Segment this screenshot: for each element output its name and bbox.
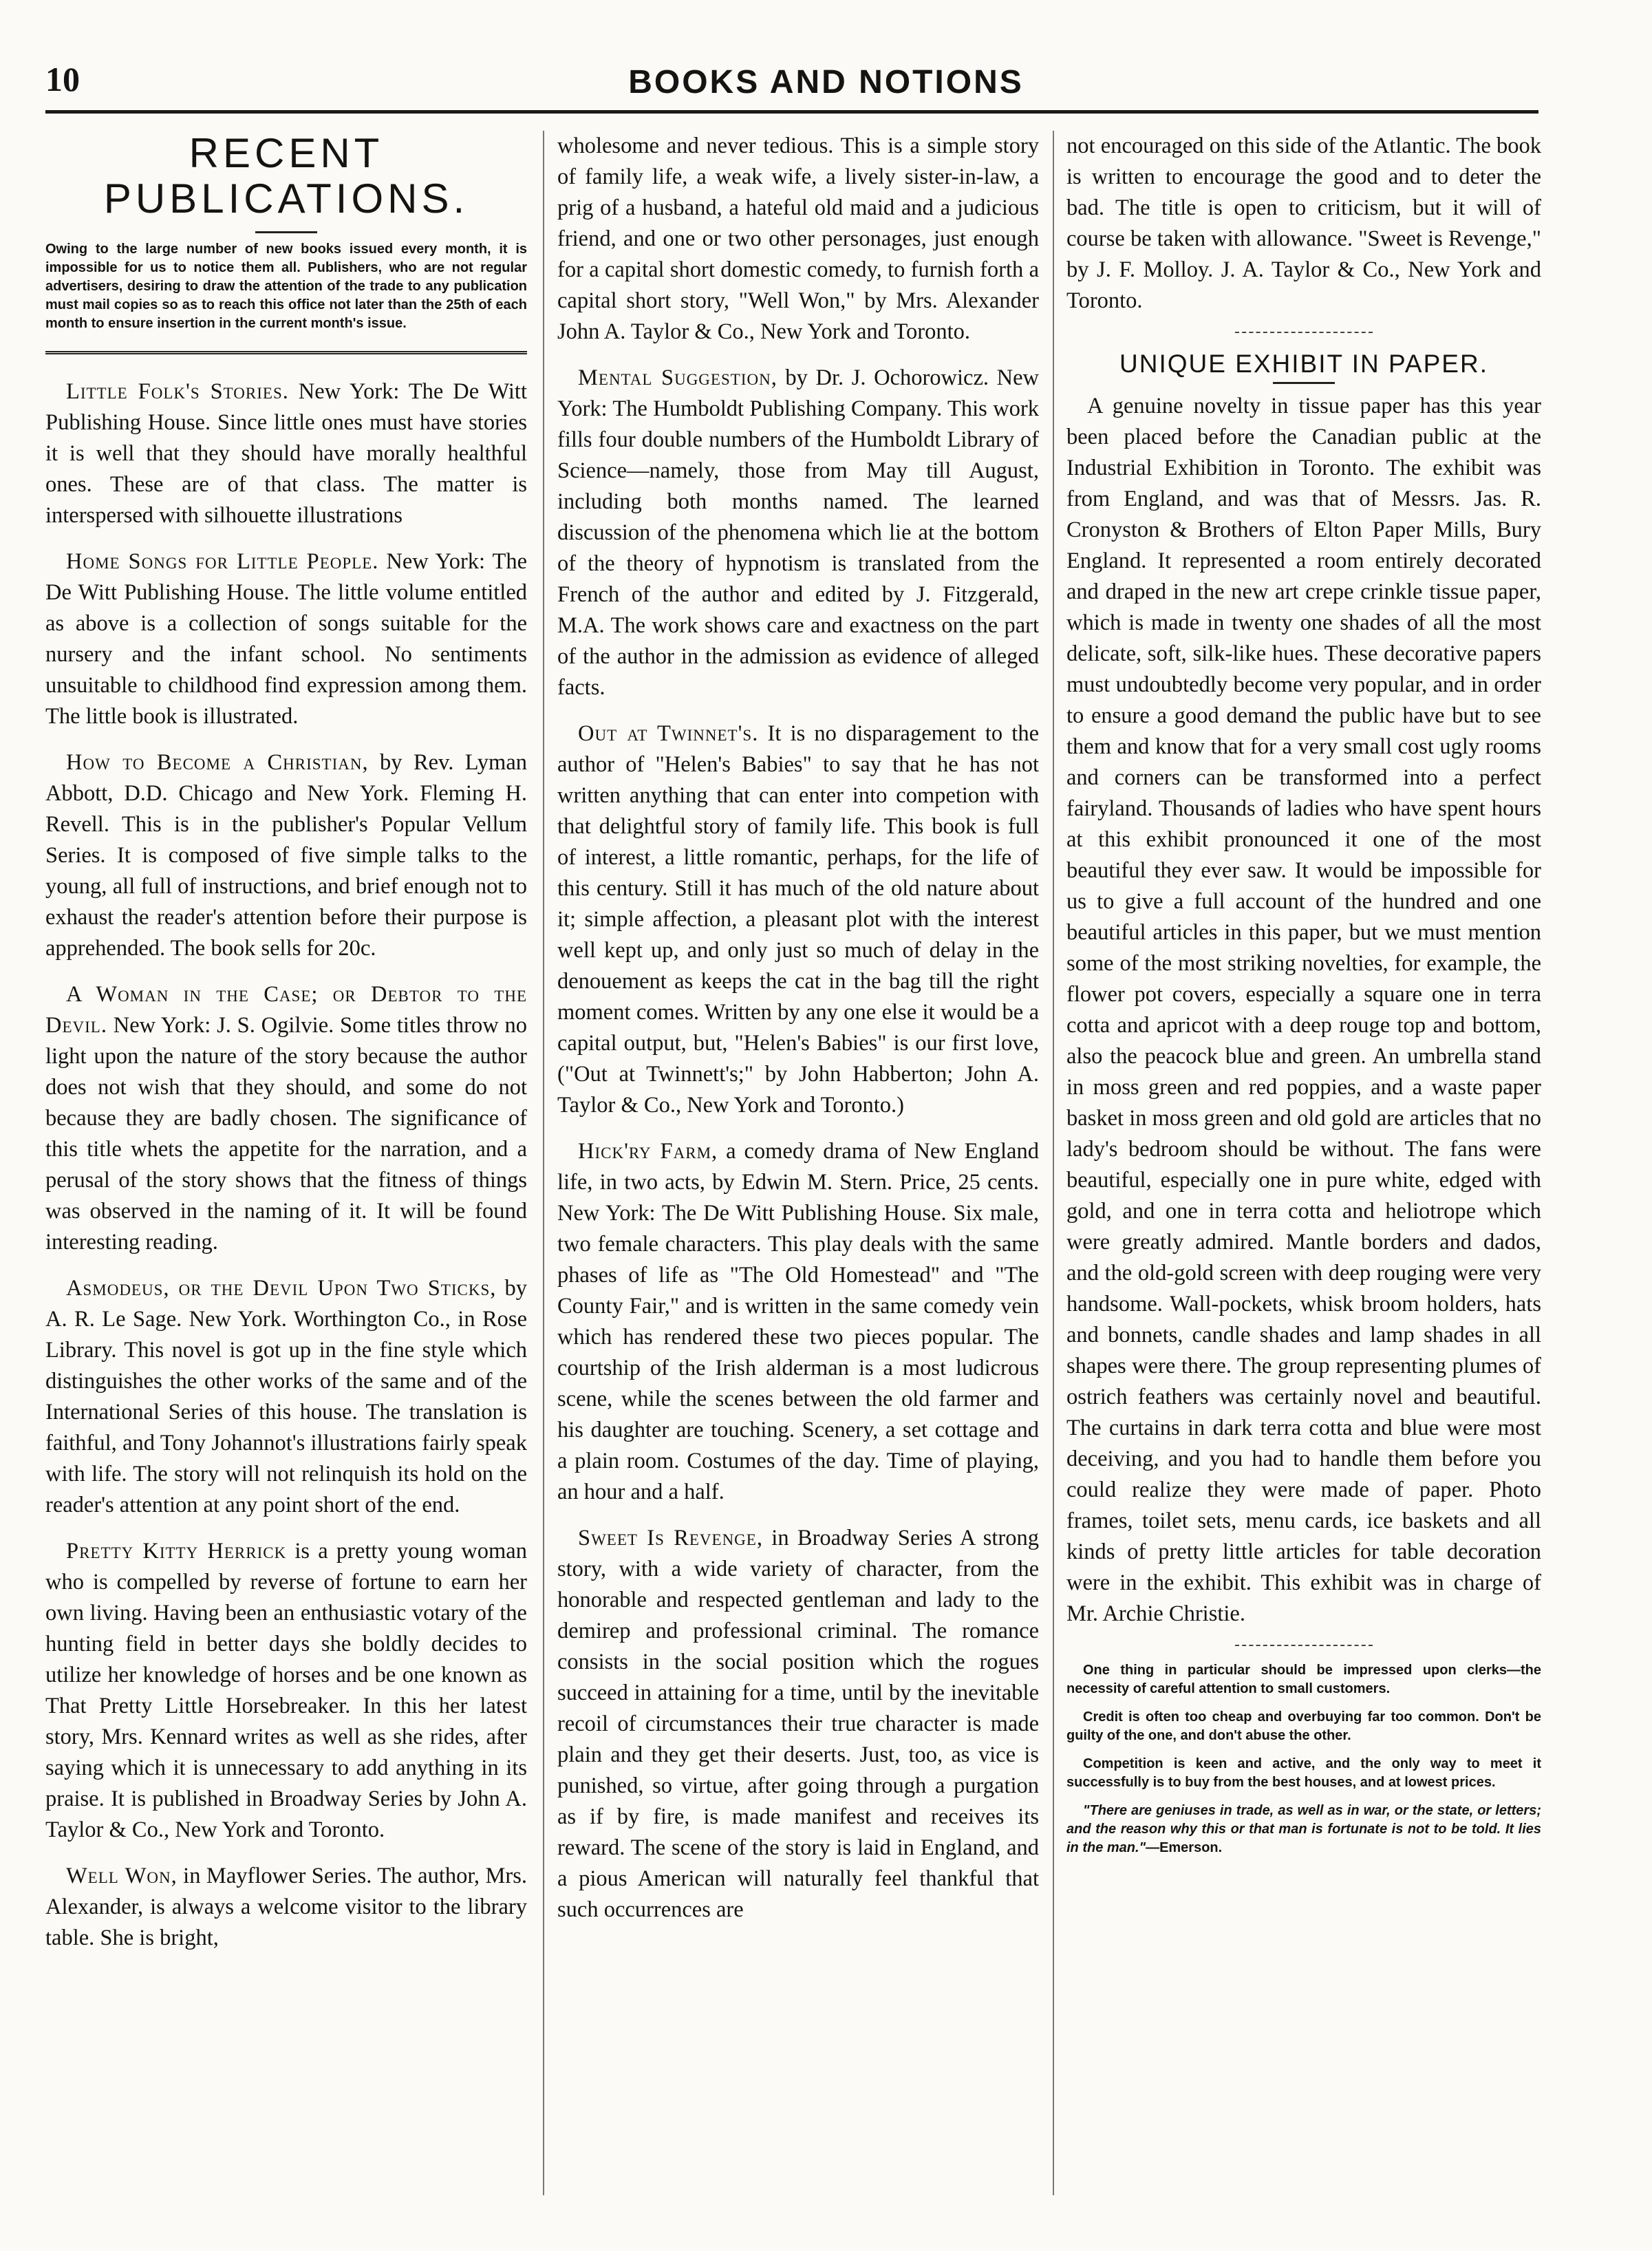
entry-text: New York: J. S. Ogilvie. Some titles throw no light upon the nature of the story because the author does not wish that they should, and some do not because they are badly chosen. The significance of this title whets the appetite for the narration, and a perusal of the story shows that the fitness of things was observed in the naming of it. It will be found interesting reading. — [45, 1013, 527, 1255]
header-rule — [45, 110, 1538, 114]
masthead: BOOKS AND NOTIONS — [628, 64, 1024, 100]
quote-text: "There are geniuses in trade, as well as in war, or the state, or letters; and the reason why this or that man is fortunate is not to be told. It lies in the man." — [1066, 1803, 1541, 1855]
emerson-quote — [1066, 1802, 1541, 1857]
review-entry — [45, 747, 527, 964]
section-title-line1: RECENT — [189, 131, 384, 176]
entry-title: Mental Suggestion, — [578, 365, 777, 390]
entry-text: by Dr. J. Ochorowicz. New York: The Humboldt Publishing Company. This work fills four double numbers of the Humboldt Library of Science—namely, those from May till August, including both months named. The learned discussion of the phenomena which lie at the bottom of the theory of hypnotism is translated from the French of the author and edited by J. Fitzgerald, M.A. The work shows care and exactness on the part of the author in the admission as evidence of alleged facts. — [557, 365, 1039, 700]
entry-title: Hick'ry Farm, — [578, 1139, 718, 1164]
entry-title: How to Become a Christian, — [66, 750, 369, 775]
review-entry — [45, 1273, 527, 1521]
section-title-line2: PUBLICATIONS. — [103, 175, 469, 222]
entry-text: is a pretty young woman who is compelled by reverse of fortune to earn her own living. Having been an enthusiastic votary of the hunting field in better days she boldly decides to utilize her knowledge of horses and be one known as That Pretty Little Horsebreaker. In this her latest story, Mrs. Kennard writes as well as she rides, after saying which it is unnecessary to add anything in its praise. It is published in Broadway Series by John A. Taylor & Co., New York and Toronto. — [45, 1539, 527, 1842]
entry-title: Well Won, — [66, 1864, 178, 1888]
entry-title: Little Folk's Stories. — [66, 379, 289, 404]
trade-note: Competition is keen and active, and the only way to meet it successfully is to buy from the best houses, and at lowest prices. — [1066, 1756, 1541, 1790]
trade-note: One thing in particular should be impressed upon clerks—the necessity of careful attention to small customers. — [1066, 1663, 1541, 1696]
entry-title: Out at Twinnet's. — [578, 721, 759, 746]
page-number: 10 — [45, 60, 80, 98]
entry-title: Sweet Is Revenge, — [578, 1526, 763, 1550]
review-entry — [45, 979, 527, 1258]
entry-text: New York: The De Witt Publishing House. Since little ones must have stories it is well that they should have morally healthful ones. These are of that class. The matter is interspersed with silhouette illustrations — [45, 379, 527, 528]
review-entry — [45, 1536, 527, 1846]
quote-author: —Emerson. — [1146, 1840, 1223, 1855]
entry-title: Home Songs for Little People. — [66, 549, 379, 574]
review-entry — [45, 1861, 527, 1954]
entry-text: by A. R. Le Sage. New York. Worthington Co., in Rose Library. This novel is got up in the fine style which distinguishes the other works of the same and of the International Series of this house. The translation is faithful, and Tony Johannot's illustrations fairly speak with life. The story will not relinquish its hold on the reader's attention at any point short of the end. — [45, 1276, 527, 1517]
review-entry — [557, 1136, 1039, 1508]
entry-text: in Mayflower Series. The author, Mrs. Alexander, is always a welcome visitor to the library table. She is bright, — [45, 1864, 527, 1950]
review-entry — [557, 363, 1039, 703]
entry-text: a comedy drama of New England life, in two acts, by Edwin M. Stern. Price, 25 cents. New York: The De Witt Publishing House. Six male, two female characters. This play deals with the same phases of life as "The Old Homestead" and "The County Fair," and is written in the same comedy vein which has rendered these two pieces popular. The courtship of the Irish alderman is a most ludicrous scene, while the scenes between the old farmer and his daughter are touching. Scenery, a set cottage and a plain room. Costumes of the day. Time of playing, an hour and a half. — [557, 1139, 1039, 1504]
intro-notice: Owing to the large number of new books issued every month, it is impossible for us to notice them all. Publishers, who are not regular advertisers, desiring to draw the attention of the trade to any publication must mail copies so as to reach this office not later than the 25th of each month to ensure insertion in the current month's issue. — [45, 242, 527, 331]
column-2 — [557, 131, 1039, 2209]
section-divider — [1235, 332, 1373, 333]
review-entry — [557, 1523, 1039, 1925]
review-entry — [45, 376, 527, 531]
review-entry — [557, 718, 1039, 1121]
review-entry — [45, 546, 527, 732]
column-1 — [45, 131, 527, 2209]
entry-title: Asmodeus, or the Devil Upon Two Sticks, — [66, 1276, 497, 1301]
title-rule — [255, 231, 317, 233]
heading-rule — [1273, 382, 1335, 384]
column-separator-1 — [543, 131, 544, 2195]
entry-text: in Broadway Series A strong story, with a wide variety of character, from the honorable and respected gentleman and lady to the demirep and professional criminal. The romance consists in the social position which the rogues succeed in attaining for a time, until by the inevitable recoil of circumstances their true character is made plain and they get their deserts. Just, too, as vice is punished, so virtue, after going through a purgation as if by fire, is made manifest and receives its reward. The scene of the story is laid in England, and a pious American will naturally feel thankful that such occurrences are — [557, 1526, 1039, 1922]
column-separator-2 — [1053, 131, 1054, 2195]
section-title — [45, 131, 527, 222]
entry-text: It is no disparagement to the author of "Helen's Babies" to say that he has not written anything that can enter into competion with that delightful story of family life. This book is full of interest, a little romantic, perhaps, for the life of this century. Still it has much of the old nature about it; simple affection, a pleasant plot with the interest well kept up, and only just so much of delay in the denouement as keeps the cat in the bag till the right moment comes. Written by any one else it would be a capital output, but, "Helen's Babies" is our first love, ("Out at Twinnett's;" by John Habberton; John A. Taylor & Co., New York and Toronto.) — [557, 721, 1039, 1118]
article-heading: UNIQUE EXHIBIT IN PAPER. — [1119, 350, 1488, 378]
article-body: A genuine novelty in tissue paper has this year been placed before the Canadian public at the Industrial Exhibition in Toronto. The exhibit was from England, and was that of Messrs. Jas. R. Cronyston & Brothers of Elton Paper Mills, Bury England. It represented a room entirely decorated and draped in the new art crepe crinkle tissue paper, which is made in twenty one shades of all the most delicate, soft, silk-like hues. These decorative papers must undoubtedly become very popular, and in order to ensure a good demand the public have but to see them and know that for a very small cost ugly rooms and corners can be transformed into a perfect fairyland. Thousands of ladies who have spent hours at this exhibit pronounced it one of the most beautiful they ever saw. It would be impossible for us to give a full account of the hundred and one beautiful articles in this paper, but we must mention some of the most striking novelties, for example, the flower pot covers, especially a square one in terra cotta and apricot with a deep rouge top and bottom, also the peacock blue and green. An umbrella stand in moss green and red poppies, and a waste paper basket in moss green and old gold are articles that no lady's bedroom should be without. The fans were beautiful, especially one in pure white, edged with gold, and one in terra cotta and heliotrope which were greatly admired. Mantle borders and dados, and the old-gold screen with deep rouging were very handsome. Wall-pockets, whisk broom holders, hats and bonnets, candle shades and lamp shades in all shapes were there. The group representing plumes of ostrich feathers was certainly novel and beautiful. The curtains in dark terra cotta and blue were most deceiving, and you had to handle them before you could realize they were made of paper. Photo frames, toilet sets, menu cards, ice baskets and all kinds of pretty little articles for table decoration were in the exhibit. This exhibit was in charge of Mr. Archie Christie. — [1066, 394, 1541, 1626]
entry-text: New York: The De Witt Publishing House. The little volume entitled as above is a collection of songs suitable for the nursery and the infant school. No sentiments unsuitable to childhood find expression among them. The little book is illustrated. — [45, 549, 527, 729]
notes-divider — [1235, 1645, 1373, 1646]
entry-title: A Woman in the Case; or Debtor to the Devil. — [45, 982, 527, 1038]
double-rule — [45, 351, 527, 359]
continued-text: not encouraged on this side of the Atlantic. The book is written to encourage the good and to deter the bad. The title is open to criticism, but it will of course be taken with allowance. "Sweet is Revenge," by J. F. Molloy. J. A. Taylor & Co., New York and Toronto. — [1066, 134, 1541, 313]
trade-note: Credit is often too cheap and overbuying far too common. Don't be guilty of the one, and don't abuse the other. — [1066, 1709, 1541, 1743]
entry-text: by Rev. Lyman Abbott, D.D. Chicago and New York. Fleming H. Revell. This is in the publisher's Popular Vellum Series. It is composed of five simple talks to the young, all full of instructions, and brief enough not to exhaust the reader's attention before their purpose is apprehended. The book sells for 20c. — [45, 750, 527, 961]
column-3 — [1066, 131, 1541, 2209]
continued-text: wholesome and never tedious. This is a simple story of family life, a weak wife, a lively sister-in-law, a prig of a husband, a hateful old maid and a judicious friend, and one or two other personages, just enough for a capital short domestic comedy, to furnish forth a capital short story, "Well Won," by Mrs. Alexander John A. Taylor & Co., New York and Toronto. — [557, 134, 1039, 344]
entry-title: Pretty Kitty Herrick — [66, 1539, 287, 1564]
